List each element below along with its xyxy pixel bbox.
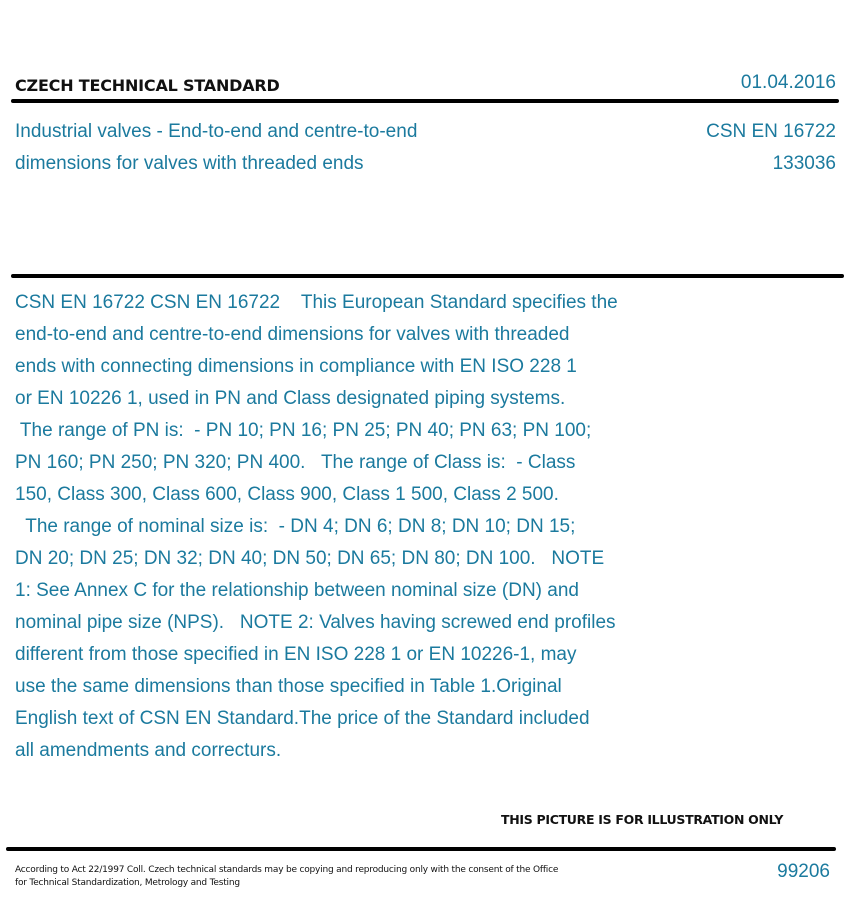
description-line: English text of CSN EN Standard.The price of the Standard included — [15, 708, 590, 729]
header-divider — [11, 99, 839, 103]
standard-description — [15, 287, 705, 767]
legal-notice-line: for Technical Standardization, Metrology and Testing — [15, 878, 240, 888]
document-heading: CZECH TECHNICAL STANDARD — [15, 76, 280, 95]
catalog-number: 133036 — [772, 153, 836, 174]
description-line: The range of PN is: - PN 10; PN 16; PN 25; PN 40; PN 63; PN 100; — [15, 420, 592, 441]
description-line: nominal pipe size (NPS). NOTE 2: Valves having screwed end profiles — [15, 612, 616, 633]
publication-date: 01.04.2016 — [740, 72, 836, 93]
description-line: The range of nominal size is: - DN 4; DN 6; DN 8; DN 10; DN 15; — [15, 516, 576, 537]
illustration-disclaimer: THIS PICTURE IS FOR ILLUSTRATION ONLY — [501, 812, 784, 827]
standard-identifiers — [706, 116, 836, 180]
description-line: all amendments and correcturs. — [15, 740, 282, 761]
description-line: different from those specified in EN ISO 228 1 or EN 10226-1, may — [15, 644, 577, 665]
description-line: use the same dimensions than those specified in Table 1.Original — [15, 676, 562, 697]
description-line: end-to-end and centre-to-end dimensions for valves with threaded — [15, 324, 570, 345]
description-line: PN 160; PN 250; PN 320; PN 400. The range of Class is: - Class — [15, 452, 576, 473]
footer-divider — [6, 847, 836, 851]
standard-title-line: dimensions for valves with threaded ends — [15, 153, 364, 174]
description-line: ends with connecting dimensions in compliance with EN ISO 228 1 — [15, 356, 577, 377]
description-line: CSN EN 16722 CSN EN 16722 This European Standard specifies the — [15, 292, 618, 313]
legal-notice-line: According to Act 22/1997 Coll. Czech technical standards may be copying and reproducing only with the consent of the Office — [15, 865, 559, 875]
section-divider — [11, 274, 844, 278]
legal-notice — [15, 864, 615, 890]
description-line: 150, Class 300, Class 600, Class 900, Class 1 500, Class 2 500. — [15, 484, 559, 505]
description-line: 1: See Annex C for the relationship between nominal size (DN) and — [15, 580, 579, 601]
standard-code: CSN EN 16722 — [706, 121, 836, 142]
standard-title — [15, 116, 535, 180]
description-line: DN 20; DN 25; DN 32; DN 40; DN 50; DN 65; DN 80; DN 100. NOTE — [15, 548, 605, 569]
description-line: or EN 10226 1, used in PN and Class designated piping systems. — [15, 388, 566, 409]
document-id: 99206 — [777, 861, 830, 882]
standard-title-line: Industrial valves - End-to-end and centre-to-end — [15, 121, 418, 142]
